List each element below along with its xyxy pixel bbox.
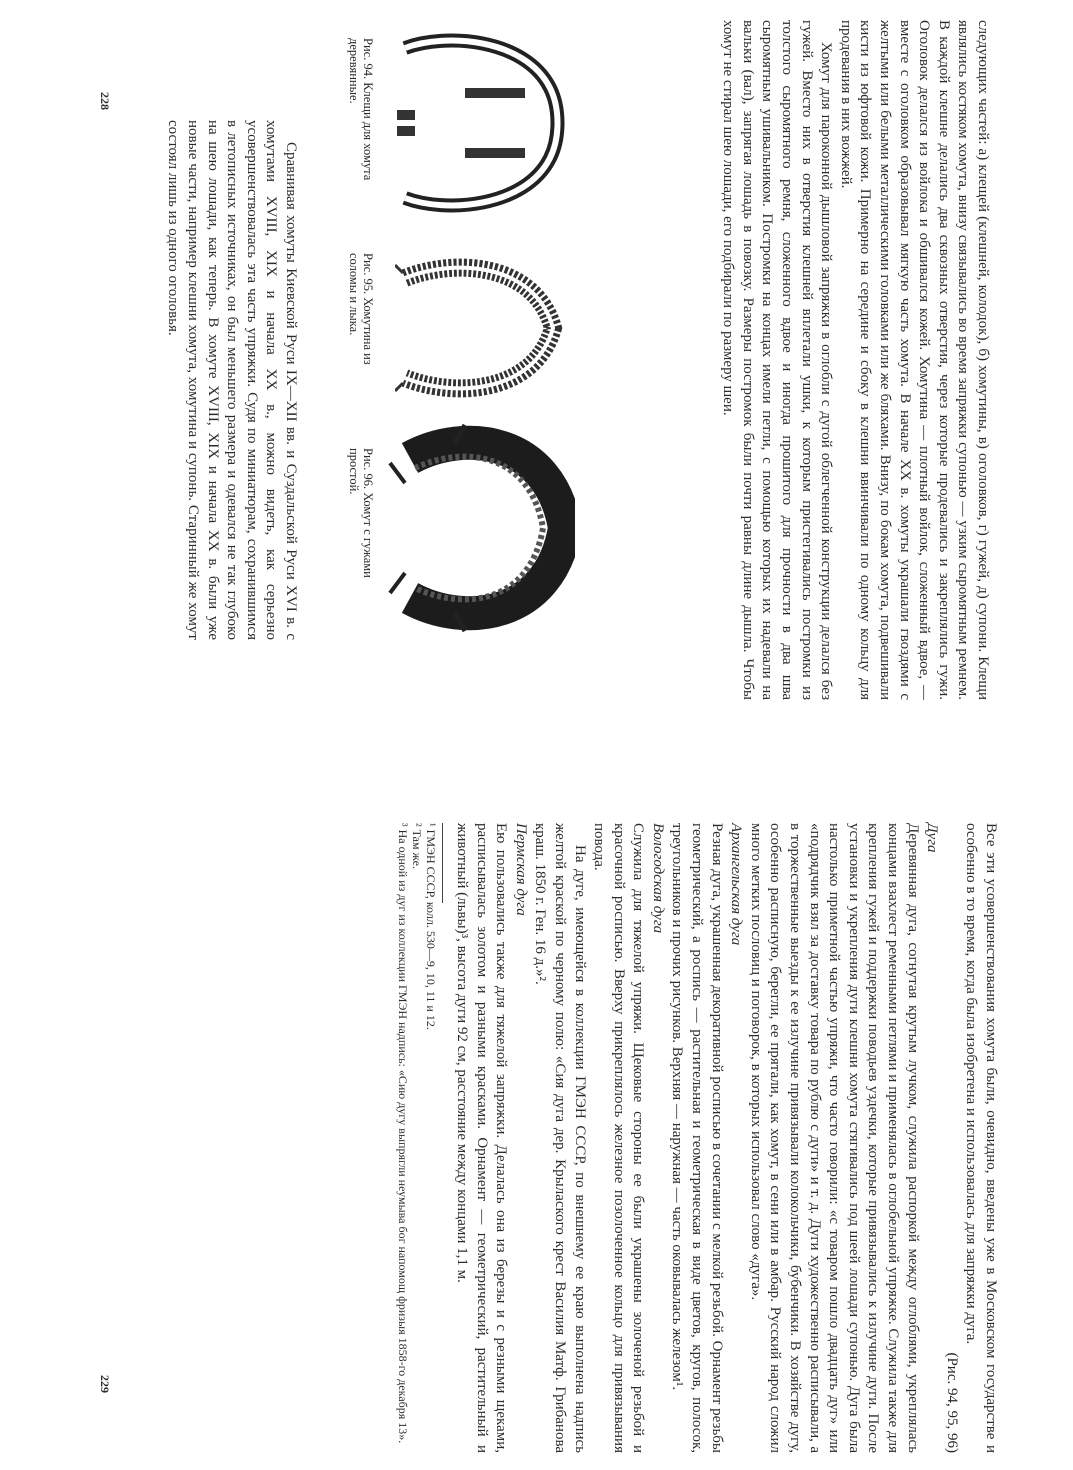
paragraph: следующих частей: а) клещей (клешней, колодок), б) хомутины, в) оголовков, г) гужей, д) супони. Клещи являлись костяком хомута, внизу связывались во время запряжки супонью — узким сыромятным ремнем. В каждой клешне делались два сквозных отверстия, через которые продевались и закреплялись гужи. Оголовок делался из войлока и обшивался кожей. Хомутина — плотный войлок, сложенный вдвое, — вместе с оголовком образовывал мягкую часть хомута. В начале XX в. хомуты украшали гвоздями с желтыми или белыми металлическими головками или же бляхами. Внизу, по бокам хомута, подвешивали кисти из юфтовой кожи. Примерно на середине и сбоку в клешни ввинчивали по одному кольцу для продевания в них вожжей. — [837, 20, 991, 700]
wooden-clamps-figure — [395, 28, 565, 218]
footnote: ¹ ГМЭН СССР, колл. 530—9, 10, 11 и 12. — [424, 823, 439, 1030]
paragraph: Хомут для пароконной дышловой запряжки в оглобли с дугой облегченной конструкции делался без гужей. Вместо них в отверстия клешней вплетали ушки, к которым пристегивались постромки из толстого сыромятного ремня, сложенного вдвое и иногда прошитого для прочности в два шва сыромятным ушивальником. Постромки на концах имели петли, с помощью которых их надевали на вальки (вал), запрягая лошадь в повозку. Размеры постромок были почти равны длине дышла. Чтобы хомут не стирал шею лошади, его подбирали по размеру шеи. — [720, 20, 835, 700]
paragraph: Резная дуга, украшенная декоративной росписью в сочетании с мелкой резьбой. Орнамент резьбы геометрический, а роспись — растительная и геометрическая в виде цветов, кругов, полосок, треугольников и прочих рисунков. Верхняя — наружная — часть оковывалась железом¹. — [669, 823, 725, 1453]
paragraph: На дуге, имеющейся в коллекции ГМЭН СССР, по внешнему ее краю выполнена надпись желтой краской по черному полю: «Сия дуга дер. Крылаского крест Василия Матф. Грибанова краш. 1850 г. Ген. 16 д.»². — [532, 823, 588, 1453]
figure-reference: (Рис. 94, 95, 96) — [943, 1352, 960, 1453]
page-number: 229 — [98, 1375, 112, 1393]
figure-caption: Рис. 94. Клещи для хомута деревянные. — [347, 38, 375, 181]
section-heading: Пермская дуга — [512, 823, 529, 916]
figure-caption: Рис. 96. Хомут с гужами простой. — [347, 448, 375, 578]
straw-collar-figure — [395, 253, 565, 403]
paragraph: Сравнивая хомуты Киевской Руси IX—XII вв. и Суздальской Руси XVI в. с хомутами XVIII, XIX и начала XX в., можно видеть, как серьезно усовершенствовалась эта часть упряжки. Судя по миниатюрам, сохранившимся в летописных источниках, он был меньшего размера и одевался не так глубоко на шею лошади, как теперь. В хомуте XVIII, XIX и начала XX в. были уже новые части, например клешни хомута, хомутина и супонь. Старинный же хомут состоял лишь из одного оголовья. — [165, 120, 299, 640]
page-228-body-top — [718, 20, 992, 700]
page-229-scan — [0, 735, 1073, 1470]
collar-with-tugs-figure — [385, 423, 575, 633]
footnote: ² Там же. — [410, 823, 425, 870]
page-229-body — [396, 823, 1000, 1453]
footnote-rule — [442, 823, 443, 903]
paragraph: Служила для тяжелой упряжи. Щековые стороны ее были украшены золоченой резьбой и красочной росписью. Вверху прикреплялось железное позолоченное кольцо для привязывания повода. — [591, 823, 647, 1453]
footnote: ³ На одной из дуг из коллекции ГМЭН надпись: «Сию дугу выпрягли неумыва бог напомощ фризыя 1858-го декабря 13». — [396, 823, 411, 1444]
paragraph: Деревянная дуга, согнутая крутым лучком, служила распоркой между оглоблями, укреплялась концами взахлест ременными петлями и применялась в оглобельной упряжке. Служила также для крепления гужей и поддержки поводьев уздечки, которые привязывались к излучине дуги. После установки и укрепления дуги клешни хомута стягивались под шеей лошади супонью. Дуга была настолько приметной частью упряжи, что часто говорили: «с товаром пошло двадцать дуг» или «подрядчик взял за доставку товара по рублю с дуги» и т. д. Дуги художественно расписывали, а в торжественные выезды к ее излучине привязывали колокольчики, бубенчики. В хозяйстве дугу, особенно расписную, берегли, ее прятали, как хомут, в сени или в амбар. Русский народ сложил много метких пословиц и поговорок, в которых использовал слово «дуга». — [747, 823, 921, 1453]
figure-caption: Рис. 95. Хомутина из соломы и лыка. — [347, 253, 375, 365]
page-number: 228 — [98, 92, 112, 110]
section-heading: Дуга — [924, 823, 941, 853]
section-heading: Архангельская дуга — [728, 823, 745, 946]
section-heading: Вологодская дуга — [649, 823, 666, 934]
page-228-body-bottom — [163, 120, 300, 640]
paragraph: Все эти усовершенствования хомута были, очевидно, введены уже в Московском государстве и особенно в то время, когда была изобретена и использовалась для запряжки дуга. — [963, 823, 999, 1453]
figures-row — [345, 28, 565, 648]
paragraph: Ею пользовались также для тяжелой запряжки. Делалась она из березы и с резными щеками, расписывалась золотом и разными красками. Орнамент — геометрический, растительный и животный (львы)³, высота дуги 92 см, расстояние между концами 1,1 м. — [453, 823, 510, 1453]
